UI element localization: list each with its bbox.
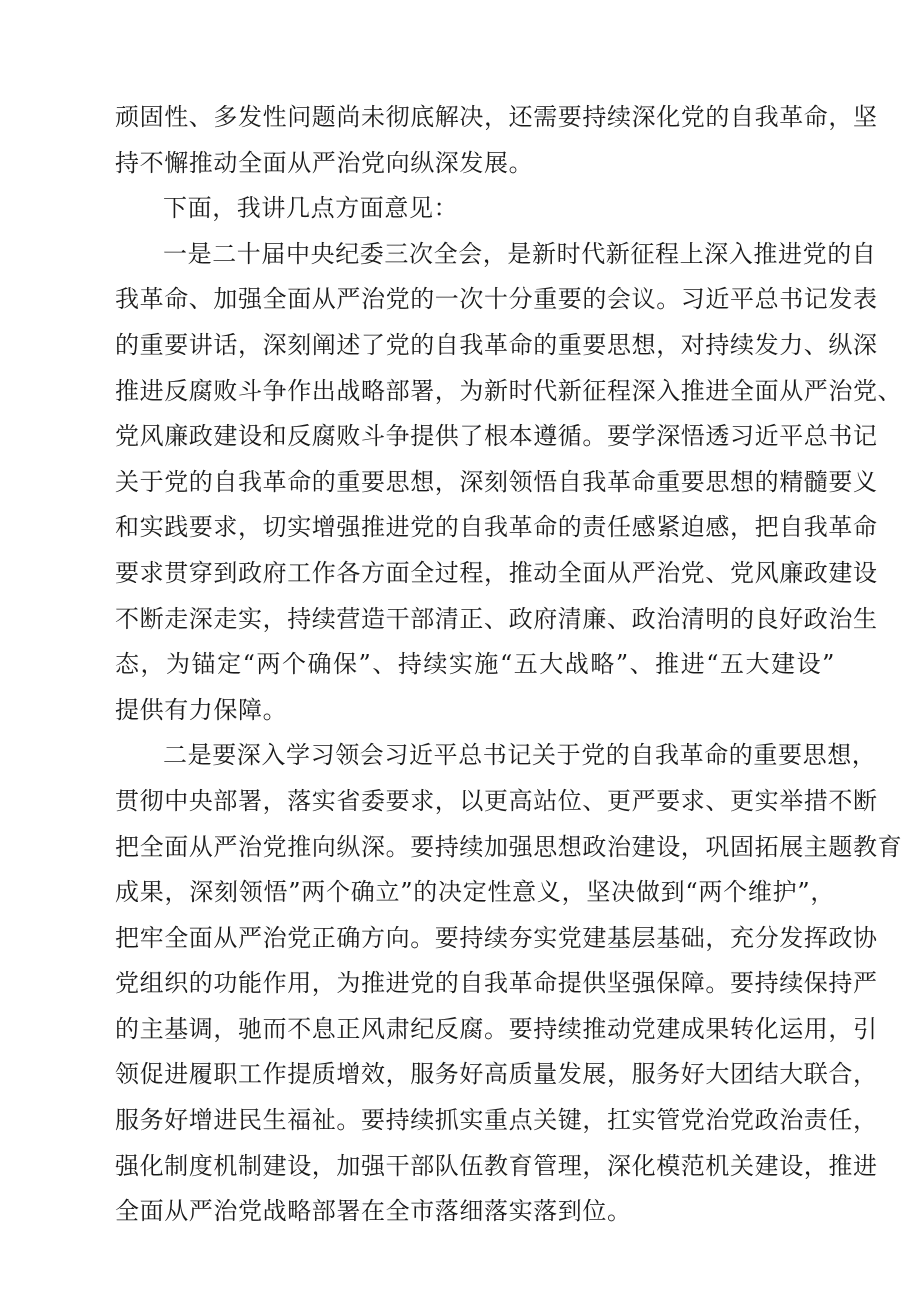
text-line: 领促进履职工作提质增效，服务好高质量发展，服务好大团结大联合， — [115, 1060, 878, 1089]
paragraph-continuation — [115, 95, 878, 186]
text-line: 持不懈推动全面从严治党向纵深发展。 — [115, 148, 534, 177]
paragraph-intro — [115, 186, 835, 232]
text-line: 的主基调，驰而不息正风肃纪反腐。要持续推动党建成果转化运用，引 — [115, 1014, 878, 1043]
text-line: 全面从严治党战略部署在全市落细落实落到位。 — [115, 1197, 632, 1226]
text-line: 党风廉政建设和反腐败斗争提供了根本遵循。要学深悟透习近平总书记 — [115, 422, 878, 451]
text-line: 关于党的自我革命的重要思想，深刻领悟自我革命重要思想的精髓要义 — [115, 467, 878, 496]
text-line: 一是二十届中央纪委三次全会，是新时代新征程上深入推进党的自 — [163, 239, 877, 268]
text-line: 下面，我讲几点方面意见： — [163, 194, 459, 223]
text-line: 二是要深入学习领会习近平总书记关于党的自我革命的重要思想， — [163, 741, 877, 770]
text-line: 把全面从严治党推向纵深。要持续加强思想政治建设，巩固拓展主题教育 — [115, 832, 903, 861]
text-line: 推进反腐败斗争作出战略部署，为新时代新征程深入推进全面从严治党、 — [115, 376, 903, 405]
text-line: 提供有力保障。 — [115, 695, 288, 724]
text-line: 和实践要求，切实增强推进党的自我革命的责任感紧迫感，把自我革命 — [115, 513, 878, 542]
text-line: 成果，深刻领悟”两个确立”的决定性意义，坚决做到“两个维护”， — [115, 878, 835, 907]
text-line: 把牢全面从严治党正确方向。要持续夯实党建基层基础，充分发挥政协 — [115, 923, 878, 952]
text-line: 服务好增进民生福祉。要持续抓实重点关键，扛实管党治党政治责任， — [115, 1106, 878, 1135]
text-line: 强化制度机制建设，加强干部队伍教育管理，深化模范机关建设，推进 — [115, 1151, 878, 1180]
document-body — [115, 95, 903, 1235]
text-line: 要求贯穿到政府工作各方面全过程，推动全面从严治党、党风廉政建设 — [115, 558, 878, 587]
text-line: 贯彻中央部署，落实省委要求，以更高站位、更严要求、更实举措不断 — [115, 786, 878, 815]
paragraph-point-one — [115, 232, 903, 734]
paragraph-point-two — [115, 733, 903, 1235]
text-line: 的重要讲话，深刻阐述了党的自我革命的重要思想，对持续发力、纵深 — [115, 330, 878, 359]
text-line: 党组织的功能作用，为推进党的自我革命提供坚强保障。要持续保持严 — [115, 969, 878, 998]
text-line: 顽固性、多发性问题尚未彻底解决，还需要持续深化党的自我革命，坚 — [115, 103, 878, 131]
text-line: 我革命、加强全面从严治党的一次十分重要的会议。习近平总书记发表 — [115, 285, 878, 314]
text-line: 态，为锚定“两个确保”、持续实施“五大战略”、推进“五大建设” — [115, 650, 835, 679]
text-line: 不断走深走实，持续营造干部清正、政府清廉、政治清明的良好政治生 — [115, 604, 878, 633]
